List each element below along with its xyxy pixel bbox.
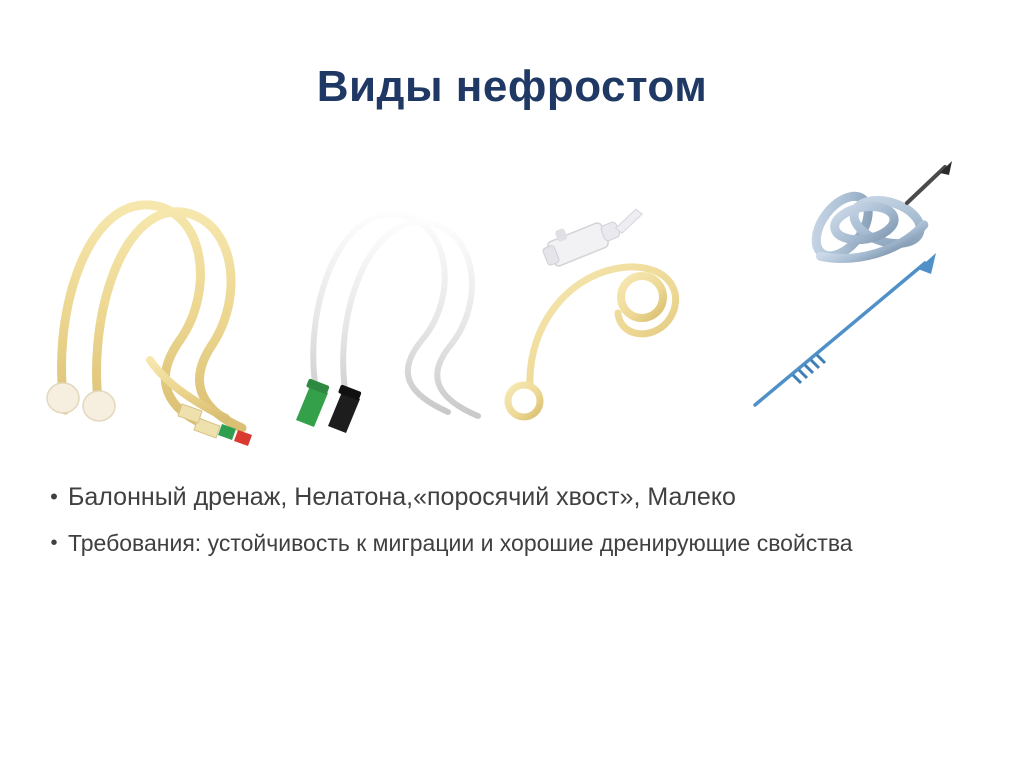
page-title: Виды нефростом [316,62,708,111]
bullet-text: Балонный дренаж, Нелатона,«поросячий хвост», Малеко [68,483,736,511]
malecot-catheter-image [735,155,1015,435]
balloon-drainage-catheter-image [30,160,300,450]
bullet-dot-icon: • [50,532,58,554]
bullet-text: Требования: устойчивость к миграции и хорошие дренирующие свойства [68,530,853,556]
list-item [40,528,980,559]
list-item [40,480,980,514]
pigtail-catheter-image [500,205,730,435]
nelaton-catheter-image [290,190,510,450]
figure-row [0,145,1024,455]
bullet-dot-icon: • [50,484,58,509]
bullet-list [40,480,980,573]
